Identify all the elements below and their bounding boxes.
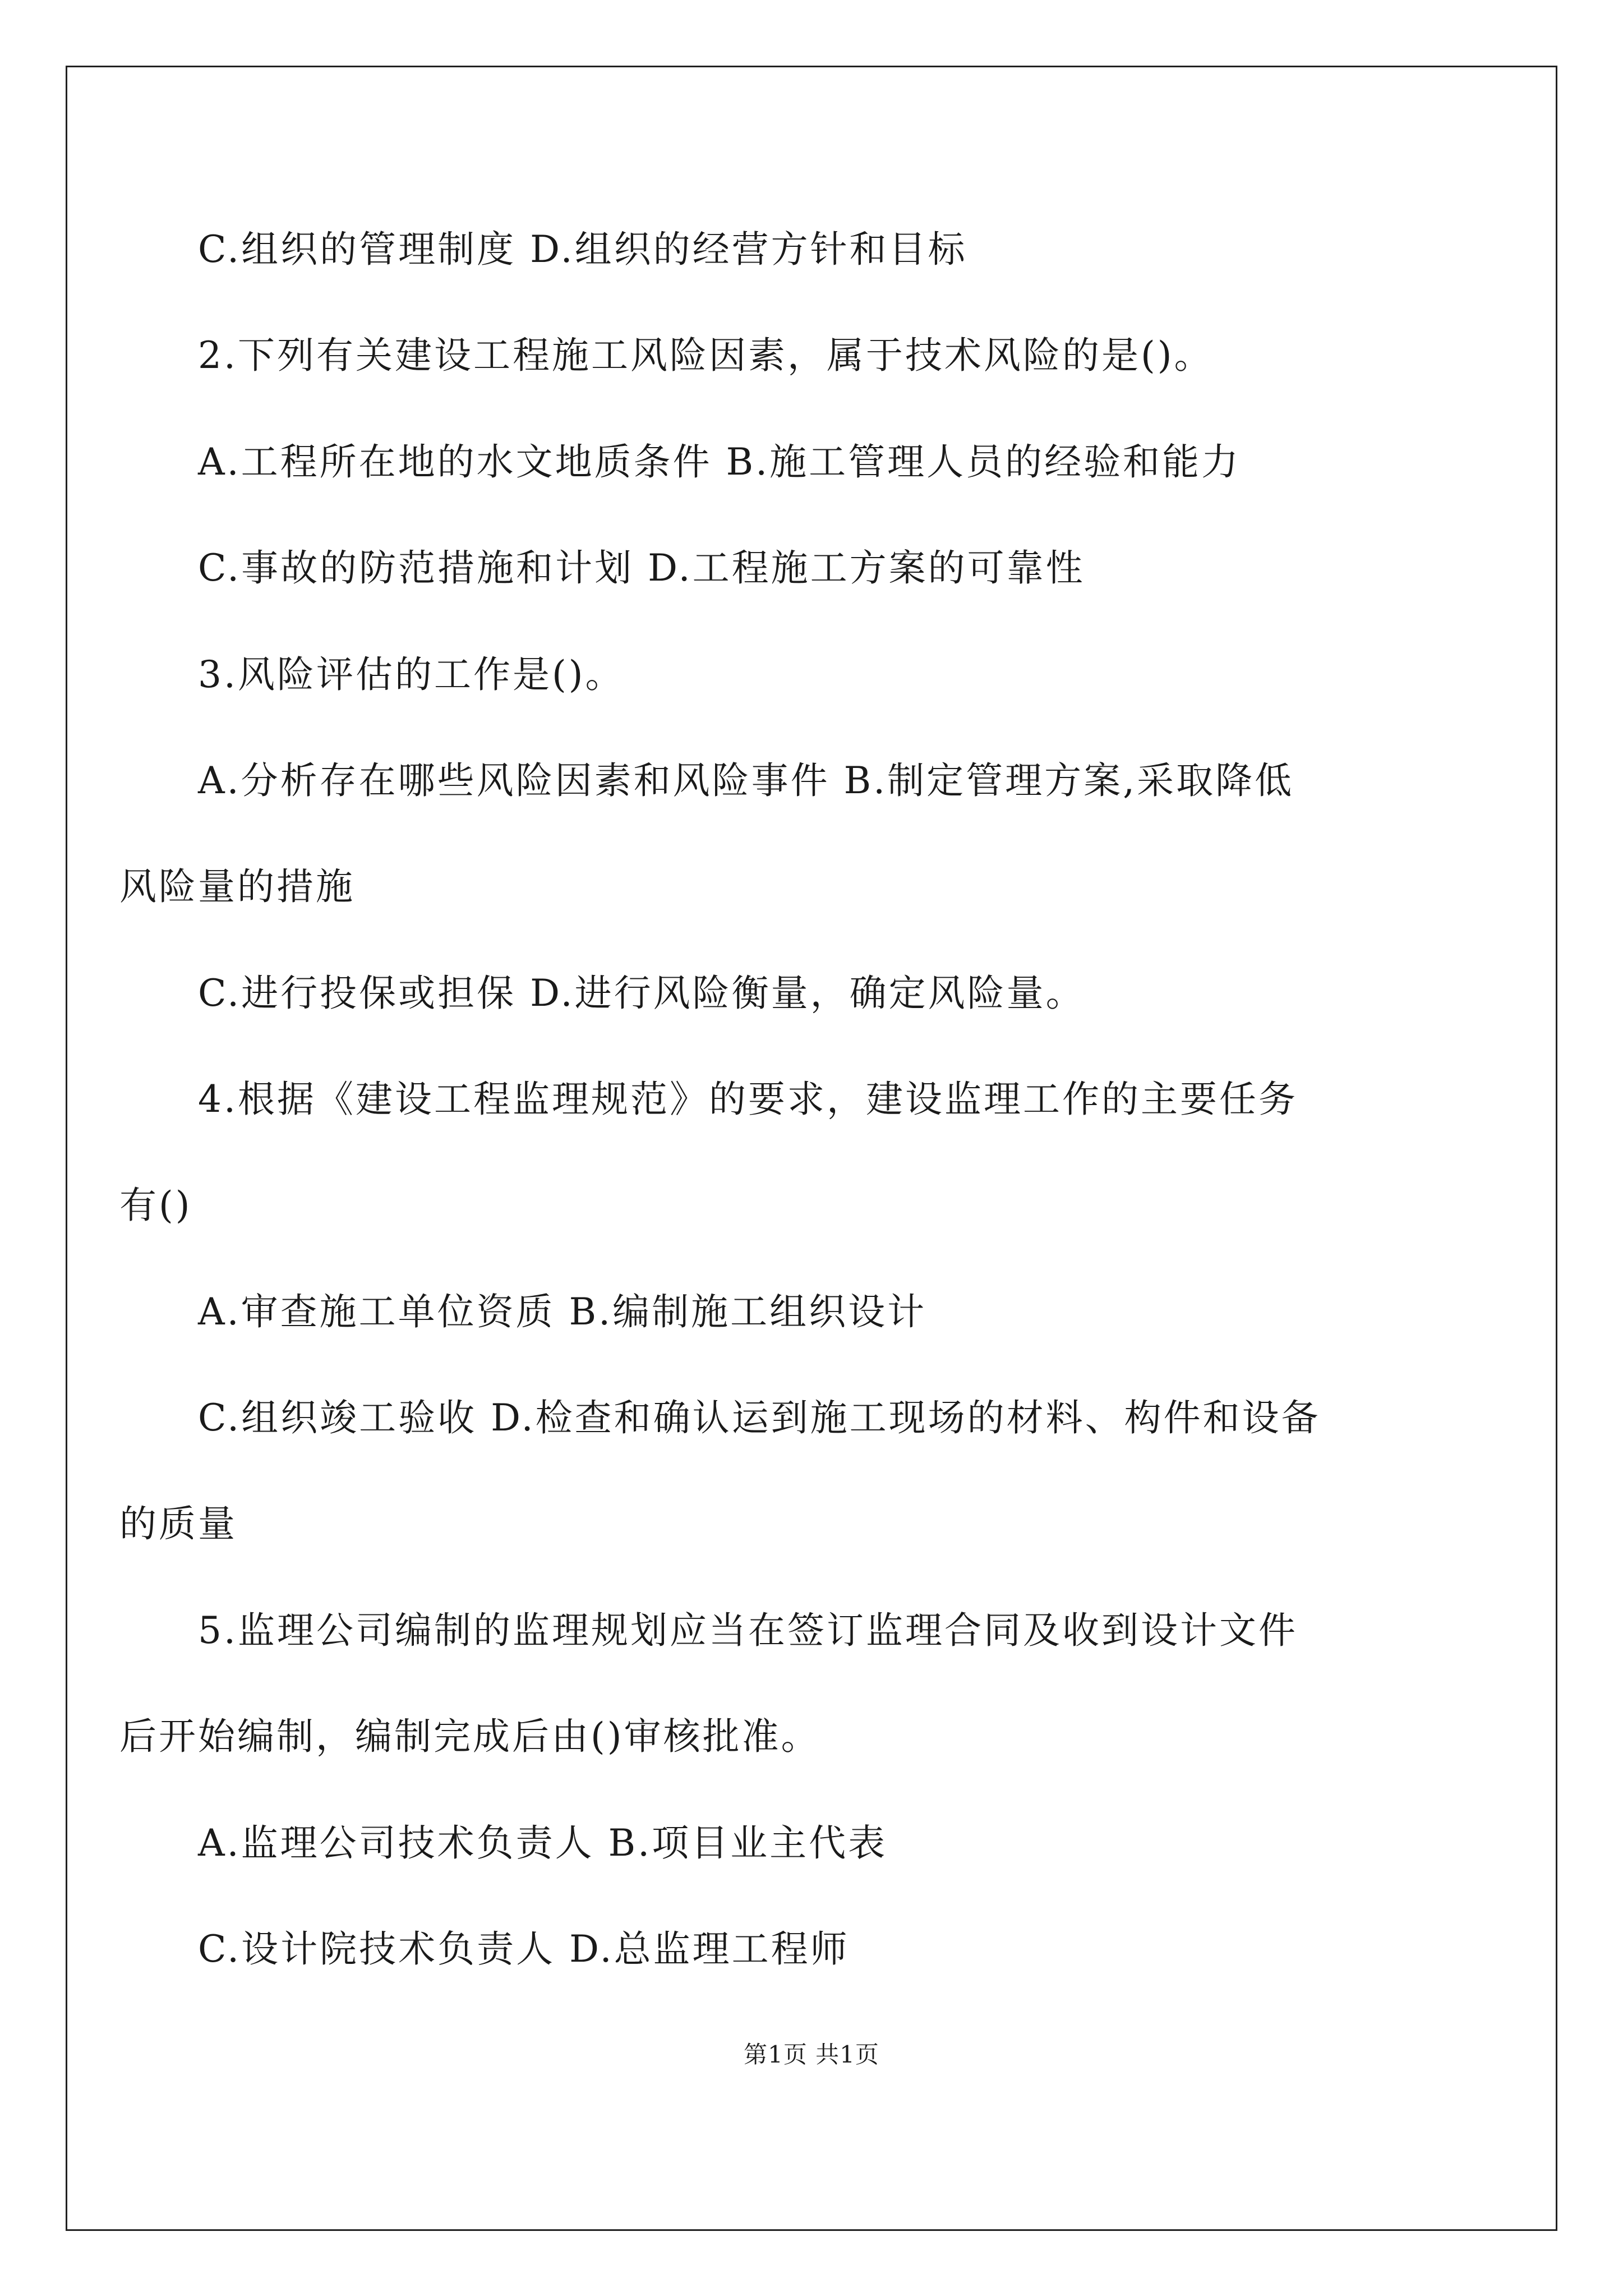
question-4-options-ab: A.审查施工单位资质 B.编制施工组织设计	[198, 1290, 927, 1333]
question-5-options-ab: A.监理公司技术负责人 B.项目业主代表	[198, 1821, 888, 1865]
question-2: 2.下列有关建设工程施工风险因素，属于技术风险的是()。	[198, 334, 1214, 377]
question-4-options-cd: C.组织竣工验收 D.检查和确认运到施工现场的材料、构件和设备	[198, 1396, 1321, 1439]
question-3-options-ab-continued: 风险量的措施	[119, 865, 355, 908]
question-2-options-ab: A.工程所在地的水文地质条件 B.施工管理人员的经验和能力	[198, 440, 1241, 484]
question-4-options-cd-continued: 的质量	[119, 1502, 237, 1545]
page-number-footer: 第1页 共1页	[744, 2041, 879, 2068]
question-5: 5.监理公司编制的监理规划应当在签订监理合同及收到设计文件	[198, 1609, 1298, 1652]
question-2-options-cd: C.事故的防范措施和计划 D.工程施工方案的可靠性	[198, 546, 1085, 590]
question-4: 4.根据《建设工程监理规范》的要求，建设监理工作的主要任务	[198, 1078, 1298, 1121]
page-border	[66, 66, 1557, 2231]
question-5-continued: 后开始编制，编制完成后由()审核批准。	[119, 1715, 820, 1758]
question-5-options-cd: C.设计院技术负责人 D.总监理工程师	[198, 1927, 850, 1971]
question-3-options-cd: C.进行投保或担保 D.进行风险衡量，确定风险量。	[198, 972, 1085, 1015]
question-3-options-ab: A.分析存在哪些风险因素和风险事件 B.制定管理方案,采取降低	[198, 759, 1294, 802]
text-line-1: C.组织的管理制度 D.组织的经营方针和目标	[198, 228, 967, 271]
question-4-continued: 有()	[119, 1184, 192, 1227]
question-3: 3.风险评估的工作是()。	[198, 653, 625, 696]
